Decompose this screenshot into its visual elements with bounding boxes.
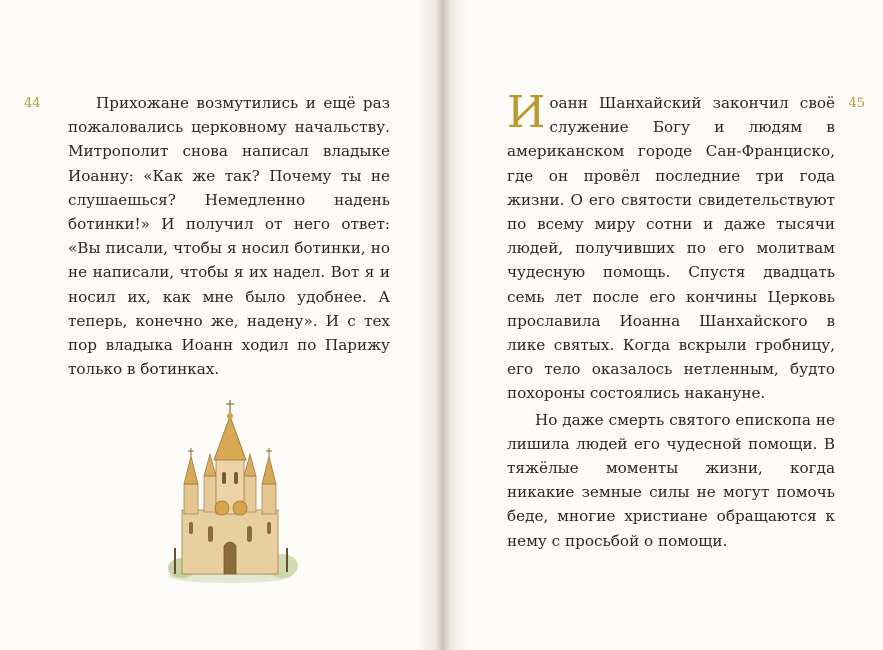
right-page xyxy=(440,0,883,650)
right-paragraph-1-text: оанн Шанхайский закончил своё служение Богу и людям в американском городе Сан-Франциско, где он провёл последние три года жизни. О его святости свидетельствуют по всему миру сотни и даже тысячи людей, получивших по его молитвам чудесную помощь. Спустя двадцать семь лет после его кончины Церковь прославила Иоанна Шанхайского в лике святых. Когда вскрыли гробницу, его тело оказалось нетленным, будто похороны состоялись накануне. xyxy=(507,94,835,403)
right-paragraph-2: Но даже смерть святого епископа не лишила людей его чудесной помощи. В тяжёлые моменты жизни, когда никакие земные силы не могут помочь беде, многие христиане обращаются к нему с просьбой о помощи. xyxy=(507,410,835,550)
page-number-left: 44 xyxy=(24,96,41,111)
book-gutter xyxy=(418,0,468,650)
drop-cap-letter: И xyxy=(507,87,546,138)
page-number-right: 45 xyxy=(848,96,865,111)
right-paragraph-1 xyxy=(507,87,835,406)
right-page-text xyxy=(507,87,835,553)
left-page-text xyxy=(68,91,390,381)
left-paragraph: Прихожане возмутились и ещё раз пожаловались церковному начальству. Митрополит снова написал владыке Иоанну: «Как же так? Почему ты не слушаешься? Немедленно надень ботинки!» И получил от него ответ: «Вы писали, чтобы я носил ботинки, но не написали, чтобы я их надел. Вот я и носил их, как мне было удобнее. А теперь, конечно же, надену». И с тех пор владыка Иоанн ходил по Парижу только в ботинках. xyxy=(68,94,390,379)
left-page xyxy=(0,0,440,650)
cathedral-illustration xyxy=(160,398,300,583)
